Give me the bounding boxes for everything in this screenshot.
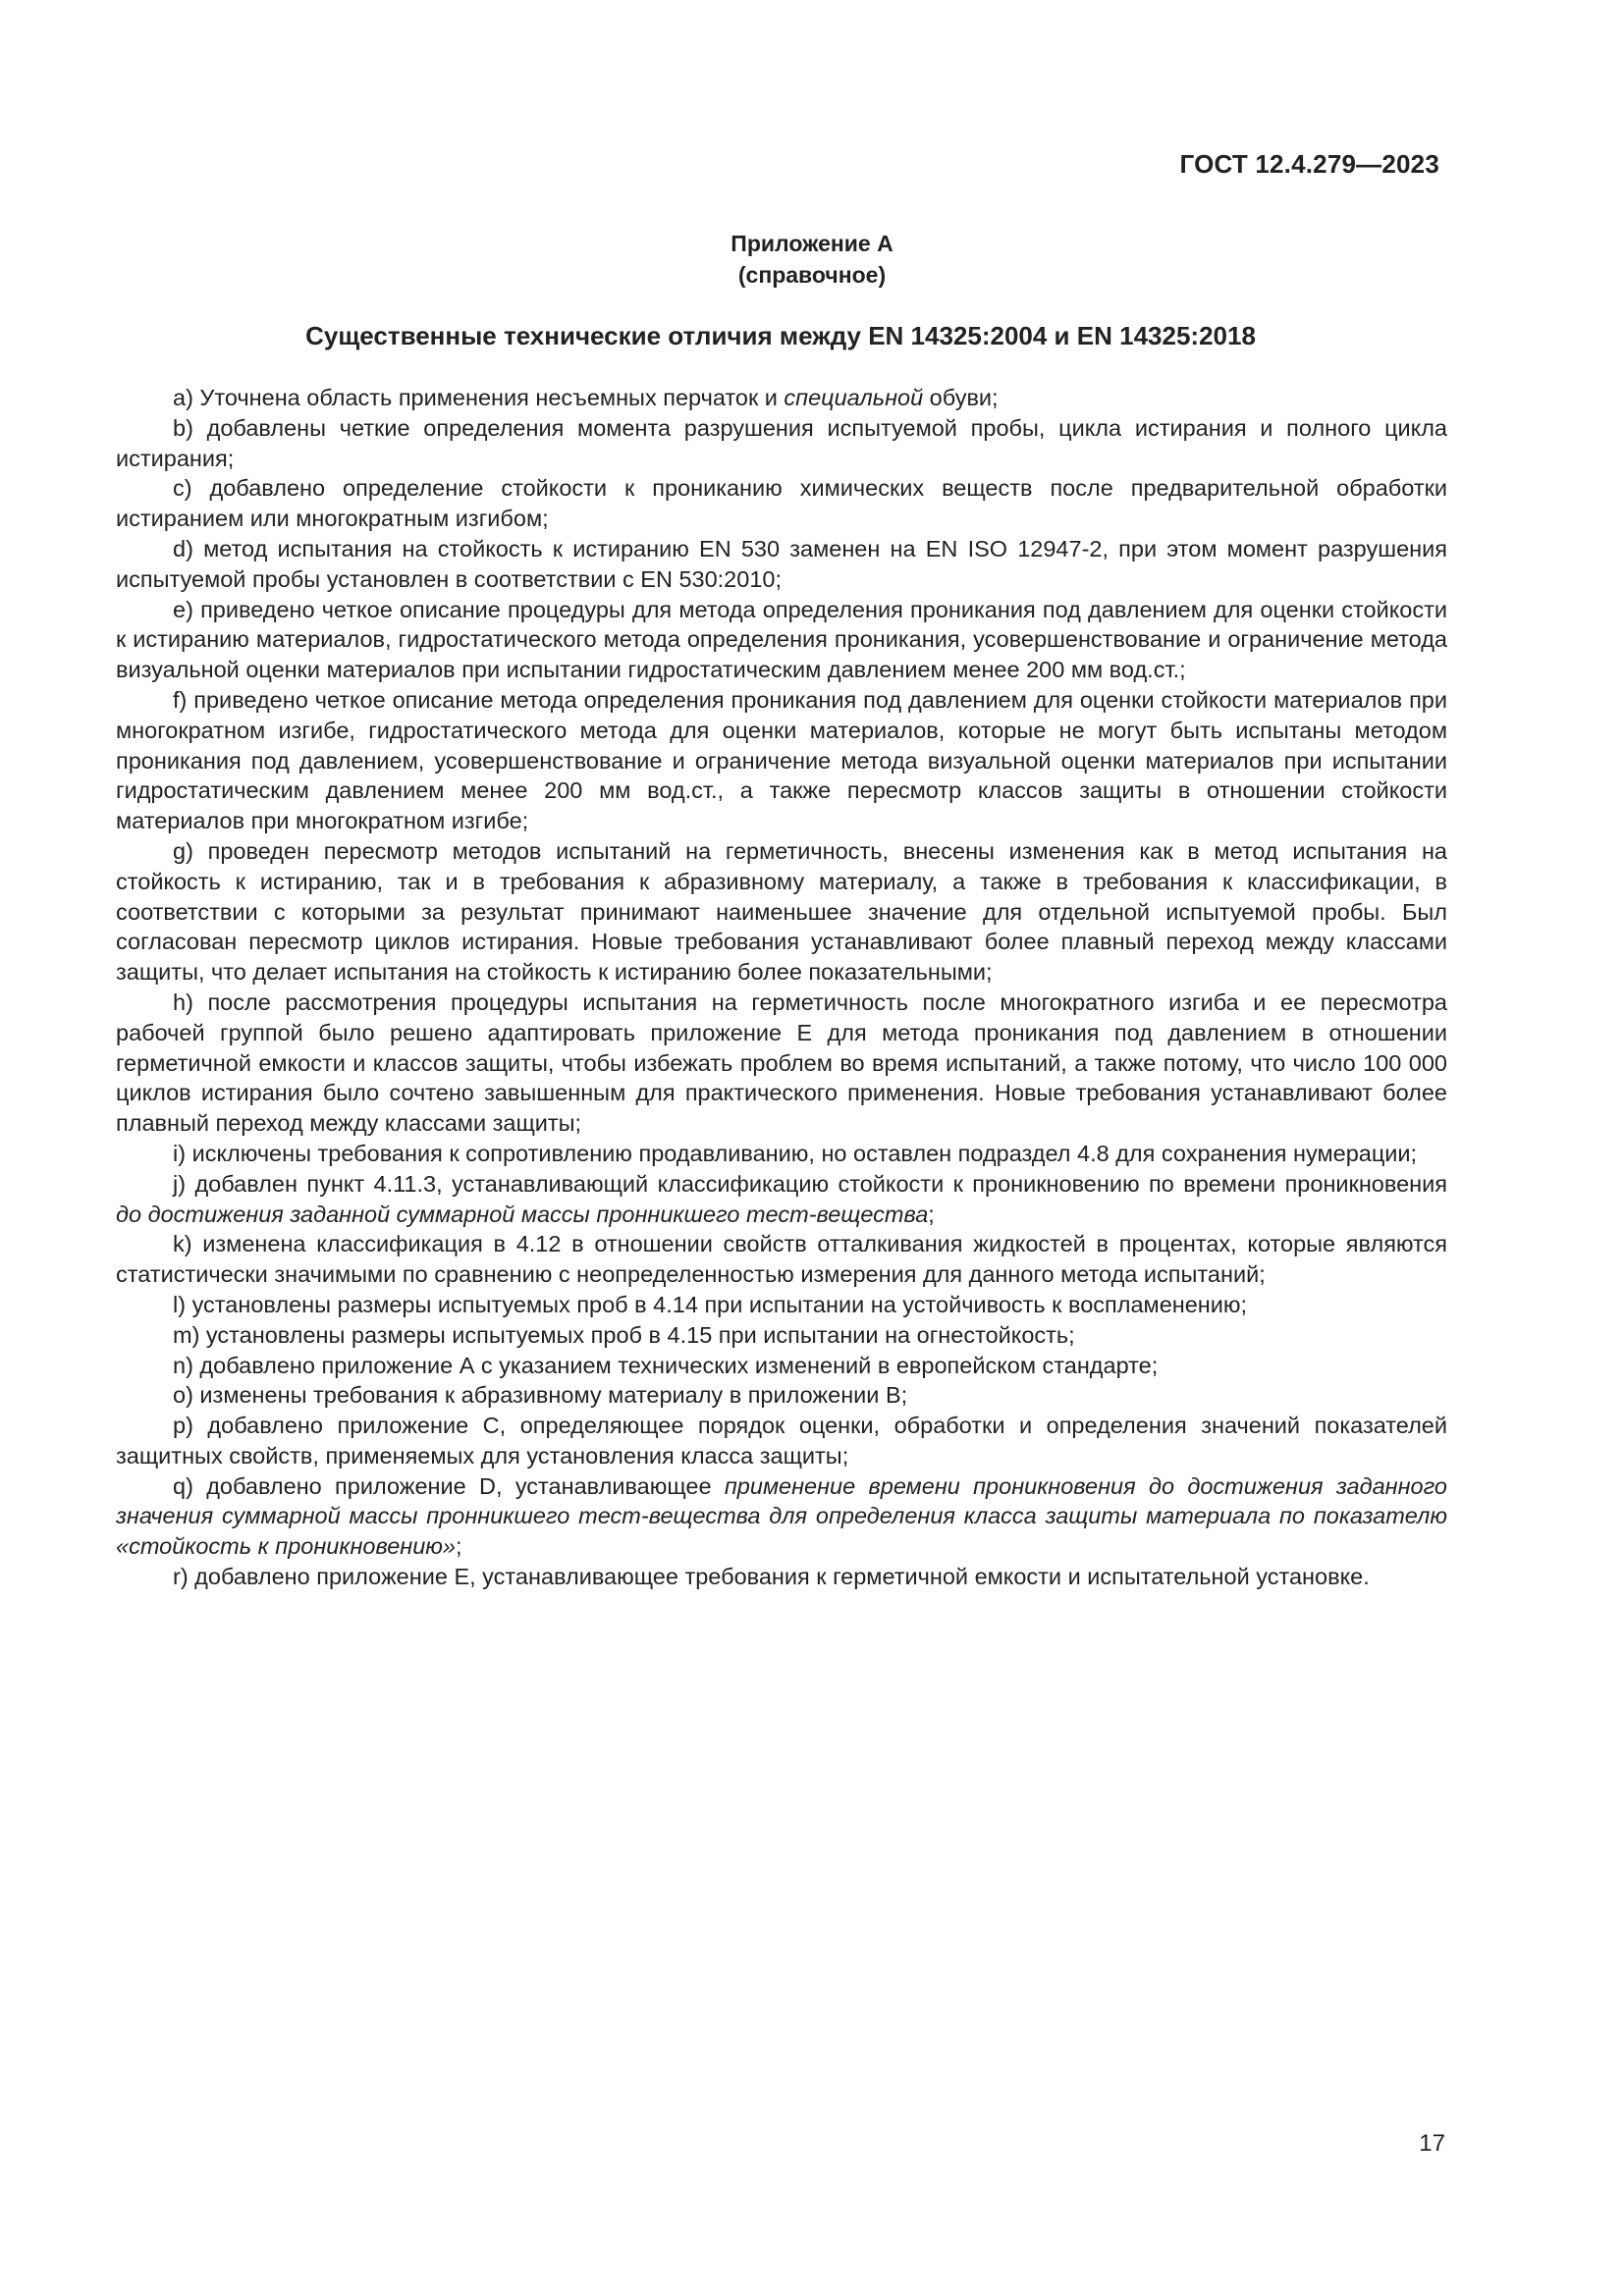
list-item-d: d) метод испытания на стойкость к истиранию EN 530 заменен на EN ISO 12947-2, при этом момент разрушения испытуемой пробы установлен в соответствии с EN 530:2010; xyxy=(116,535,1447,592)
list-item-q: q) добавлено приложение D, устанавливающее применение времени проникновения до достижения заданного значения суммарной массы пронникшего тест-вещества для определения класса защиты материала по показателю «стойкость к проникновению»; xyxy=(116,1472,1447,1560)
list-item-l: l) установлены размеры испытуемых проб в 4.14 при испытании на устойчивость к воспламенению; xyxy=(173,1291,1248,1317)
document-code-header: ГОСТ 12.4.279—2023 xyxy=(1179,149,1439,179)
list-item-g: g) проведен пересмотр методов испытаний на герметичность, внесены изменения как в метод испытания на стойкость к истиранию, так и в требования к абразивному материалу, а также в требования к классификации, в соответствии с которыми за результат принимают наименьшее значение для отдельной испытуемой пробы. Был согласован пересмотр циклов истирания. Новые требования устанавливают более плавный переход между классами защиты, что делает испытания на стойкость к истиранию более показательными; xyxy=(116,837,1447,986)
list-item-e: е) приведено четкое описание процедуры для метода определения проникания под давлением для оценки стойкости к истиранию материалов, гидростатического метода определения проникания, усовершенствование и ограничение метода визуальной оценки материалов при испытании гидростатическим давлением менее 200 мм вод.ст.; xyxy=(116,596,1447,683)
list-item-r: r) добавлено приложение Е, устанавливающее требования к герметичной емкости и испытательной установке. xyxy=(173,1564,1370,1590)
annex-subtitle: (справочное) xyxy=(737,262,887,288)
list-item-b: b) добавлены четкие определения момента разрушения испытуемой пробы, цикла истирания и полного цикла истирания; xyxy=(116,414,1447,471)
list-item-i: i) исключены требования к сопротивлению продавливанию, но оставлен подраздел 4.8 для сохранения нумерации; xyxy=(173,1140,1418,1166)
list-item-h: h) после рассмотрения процедуры испытания на герметичность после многократного изгиба и ее пересмотра рабочей группой было решено адаптировать приложение Е для метода проникания под давлением в отношении герметичной емкости и классов защиты, чтобы избежать проблем во время испытаний, а также потому, что число 100 000 циклов истирания было сочтено завышенным для практического применения. Новые требования устанавливают более плавный переход между классами защиты; xyxy=(116,988,1447,1137)
list-item-f: f) приведено четкое описание метода определения проникания под давлением для оценки стойкости материалов при многократном изгибе, гидростатического метода для оценки материалов, которые не могут быть испытаны методом проникания под давлением, усовершенствование и ограничение метода визуальной оценки материалов при испытании гидростатическим давлением менее 200 мм вод.ст., а также пересмотр классов защиты в отношении стойкости материалов при многократном изгибе; xyxy=(116,686,1447,834)
page-number: 17 xyxy=(1419,2130,1445,2157)
list-item-c: с) добавлено определение стойкости к прониканию химических веществ после предварительной обработки истиранием или многократным изгибом; xyxy=(116,475,1447,532)
list-item-m: m) установлены размеры испытуемых проб в 4.15 при испытании на огнестойкость; xyxy=(173,1321,1075,1348)
list-item-k: k) изменена классификация в 4.12 в отношении свойств отталкивания жидкостей в процентах, которые являются статистически значимыми по сравнению с неопределенностью измерения для данного метода испытаний; xyxy=(116,1231,1447,1288)
list-item-a: а) Уточнена область применения несъемных перчаток и специальной обуви; xyxy=(173,385,999,410)
differences-list xyxy=(116,383,1447,1592)
list-item-n: n) добавлено приложение А с указанием технических изменений в европейском стандарте; xyxy=(173,1352,1159,1378)
list-item-j: j) добавлен пункт 4.11.3, устанавливающий классификацию стойкости к проникновению по времени проникновения до достижения заданной суммарной массы пронникшего тест-вещества; xyxy=(116,1170,1447,1227)
annex-title: Приложение А xyxy=(731,231,893,256)
list-item-o: о) изменены требования к абразивному материалу в приложении В; xyxy=(173,1382,908,1409)
section-title: Существенные технические отличия между EN 14325:2004 и EN 14325:2018 xyxy=(305,321,1256,350)
annex-heading xyxy=(0,228,1624,291)
list-item-p: р) добавлено приложение С, определяющее порядок оценки, обработки и определения значений показателей защитных свойств, применяемых для установления класса защиты; xyxy=(116,1413,1447,1468)
